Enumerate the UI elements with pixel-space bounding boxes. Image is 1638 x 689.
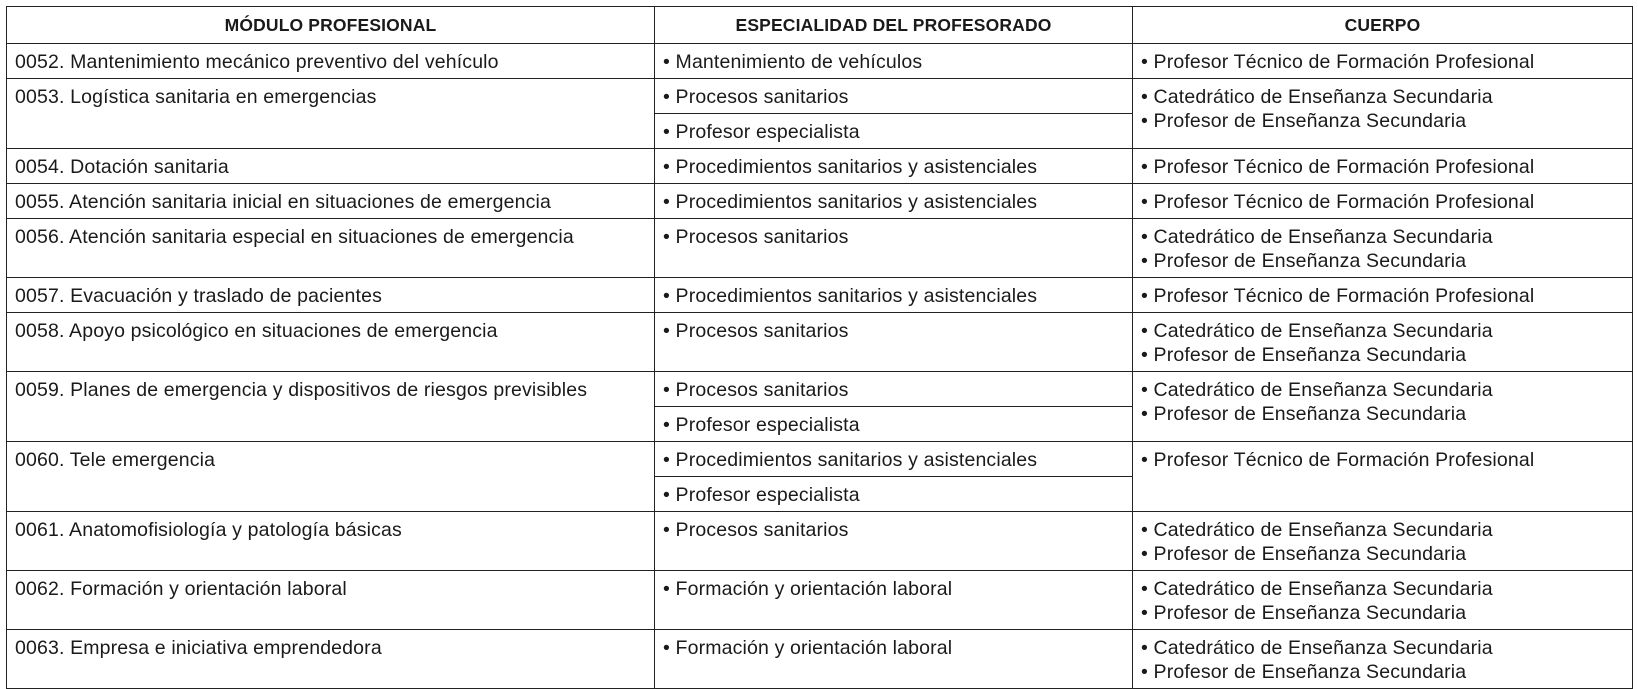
especialidad-cell [655,79,1133,149]
cuerpo-item: • Profesor Técnico de Formación Profesional [1141,156,1535,178]
header-modulo-profesional: MÓDULO PROFESIONAL [7,7,655,44]
cuerpo-item: • Catedrático de Enseñanza Secundaria [1141,578,1493,600]
cuerpo-cell [1133,571,1633,630]
especialidad-cell [655,278,1133,313]
especialidad-item: • Profesor especialista [663,414,860,436]
cuerpo-cell [1133,184,1633,219]
cuerpo-cell [1133,149,1633,184]
cuerpo-cell [1133,219,1633,278]
modulo-label: 0063. Empresa e iniciativa emprendedora [15,637,382,659]
table-row [7,184,1633,219]
modulo-label: 0056. Atención sanitaria especial en situaciones de emergencia [15,226,574,248]
cuerpo-item: • Profesor de Enseñanza Secundaria [1141,602,1467,624]
modulo-cell [7,630,655,689]
especialidad-cell [655,313,1133,372]
cuerpo-item: • Profesor de Enseñanza Secundaria [1141,250,1467,272]
modulo-cell [7,149,655,184]
modulo-cell [7,512,655,571]
header-cuerpo: CUERPO [1133,7,1633,44]
especialidad-item: • Procesos sanitarios [663,519,849,541]
especialidad-cell [655,44,1133,79]
especialidad-item: • Procedimientos sanitarios y asistenciales [655,442,1132,477]
modulo-cell [7,442,655,512]
especialidad-cell [655,219,1133,278]
table-row [7,149,1633,184]
especialidad-item: • Profesor especialista [663,121,860,143]
cuerpo-cell [1133,512,1633,571]
modulo-label: 0055. Atención sanitaria inicial en situaciones de emergencia [15,191,551,213]
table-row [7,278,1633,313]
modulo-label: 0052. Mantenimiento mecánico preventivo del vehículo [15,51,499,73]
cuerpo-item: • Profesor de Enseñanza Secundaria [1141,543,1467,565]
cuerpo-item: • Profesor Técnico de Formación Profesional [1141,285,1535,307]
cuerpo-item: • Catedrático de Enseñanza Secundaria [1141,226,1493,248]
cuerpo-item: • Profesor de Enseñanza Secundaria [1141,344,1467,366]
cuerpo-item: • Catedrático de Enseñanza Secundaria [1141,379,1493,401]
modulo-cell [7,184,655,219]
modulo-cell [7,313,655,372]
especialidad-cell [655,184,1133,219]
teacher-assignment-table [6,6,1633,689]
cuerpo-item: • Catedrático de Enseñanza Secundaria [1141,519,1493,541]
modulo-label: 0060. Tele emergencia [15,449,216,471]
table-body [7,44,1633,689]
table-row [7,630,1633,689]
cuerpo-cell [1133,372,1633,442]
modulo-cell [7,571,655,630]
cuerpo-item: • Catedrático de Enseñanza Secundaria [1141,320,1493,342]
cuerpo-item: • Profesor de Enseñanza Secundaria [1141,110,1467,132]
modulo-label: 0059. Planes de emergencia y dispositivos de riesgos previsibles [15,379,588,401]
table-row [7,79,1633,149]
table-row [7,442,1633,512]
especialidad-item: • Formación y orientación laboral [663,578,953,600]
cuerpo-cell [1133,313,1633,372]
especialidad-cell [655,512,1133,571]
table-row [7,512,1633,571]
modulo-cell [7,278,655,313]
modulo-label: 0062. Formación y orientación laboral [15,578,347,600]
cuerpo-item: • Profesor de Enseñanza Secundaria [1141,661,1467,683]
especialidad-item: • Profesor especialista [663,484,860,506]
table-row [7,571,1633,630]
cuerpo-item: • Profesor de Enseñanza Secundaria [1141,403,1467,425]
especialidad-cell [655,630,1133,689]
especialidad-item: • Procedimientos sanitarios y asistenciales [663,285,1038,307]
especialidad-item: • Procedimientos sanitarios y asistenciales [663,156,1038,178]
table-row [7,219,1633,278]
modulo-label: 0053. Logística sanitaria en emergencias [15,86,377,108]
cuerpo-cell [1133,79,1633,149]
especialidad-cell [655,149,1133,184]
modulo-label: 0057. Evacuación y traslado de pacientes [15,285,382,307]
modulo-label: 0054. Dotación sanitaria [15,156,229,178]
especialidad-cell [655,442,1133,512]
cuerpo-item: • Catedrático de Enseñanza Secundaria [1141,86,1493,108]
modulo-label: 0061. Anatomofisiología y patología básicas [15,519,402,541]
modulo-cell [7,79,655,149]
especialidad-item: • Formación y orientación laboral [663,637,953,659]
table-row [7,313,1633,372]
table-header [7,7,1633,44]
especialidad-item: • Procesos sanitarios [663,320,849,342]
especialidad-cell [655,372,1133,442]
header-row [7,7,1633,44]
cuerpo-item: • Profesor Técnico de Formación Profesional [1141,51,1535,73]
modulo-cell [7,372,655,442]
cuerpo-item: • Catedrático de Enseñanza Secundaria [1141,637,1493,659]
especialidad-item: • Procesos sanitarios [655,372,1132,407]
modulo-label: 0058. Apoyo psicológico en situaciones de emergencia [15,320,498,342]
especialidad-item: • Mantenimiento de vehículos [663,51,923,73]
table-row [7,372,1633,442]
cuerpo-item: • Profesor Técnico de Formación Profesional [1141,449,1535,471]
table-row [7,44,1633,79]
cuerpo-cell [1133,278,1633,313]
cuerpo-item: • Profesor Técnico de Formación Profesional [1141,191,1535,213]
especialidad-cell [655,571,1133,630]
especialidad-item: • Procesos sanitarios [663,226,849,248]
cuerpo-cell [1133,44,1633,79]
modulo-cell [7,44,655,79]
especialidad-item: • Procedimientos sanitarios y asistenciales [663,191,1038,213]
modulo-cell [7,219,655,278]
especialidad-item: • Procesos sanitarios [655,79,1132,114]
cuerpo-cell [1133,630,1633,689]
cuerpo-cell [1133,442,1633,512]
header-especialidad-profesorado: ESPECIALIDAD DEL PROFESORADO [655,7,1133,44]
